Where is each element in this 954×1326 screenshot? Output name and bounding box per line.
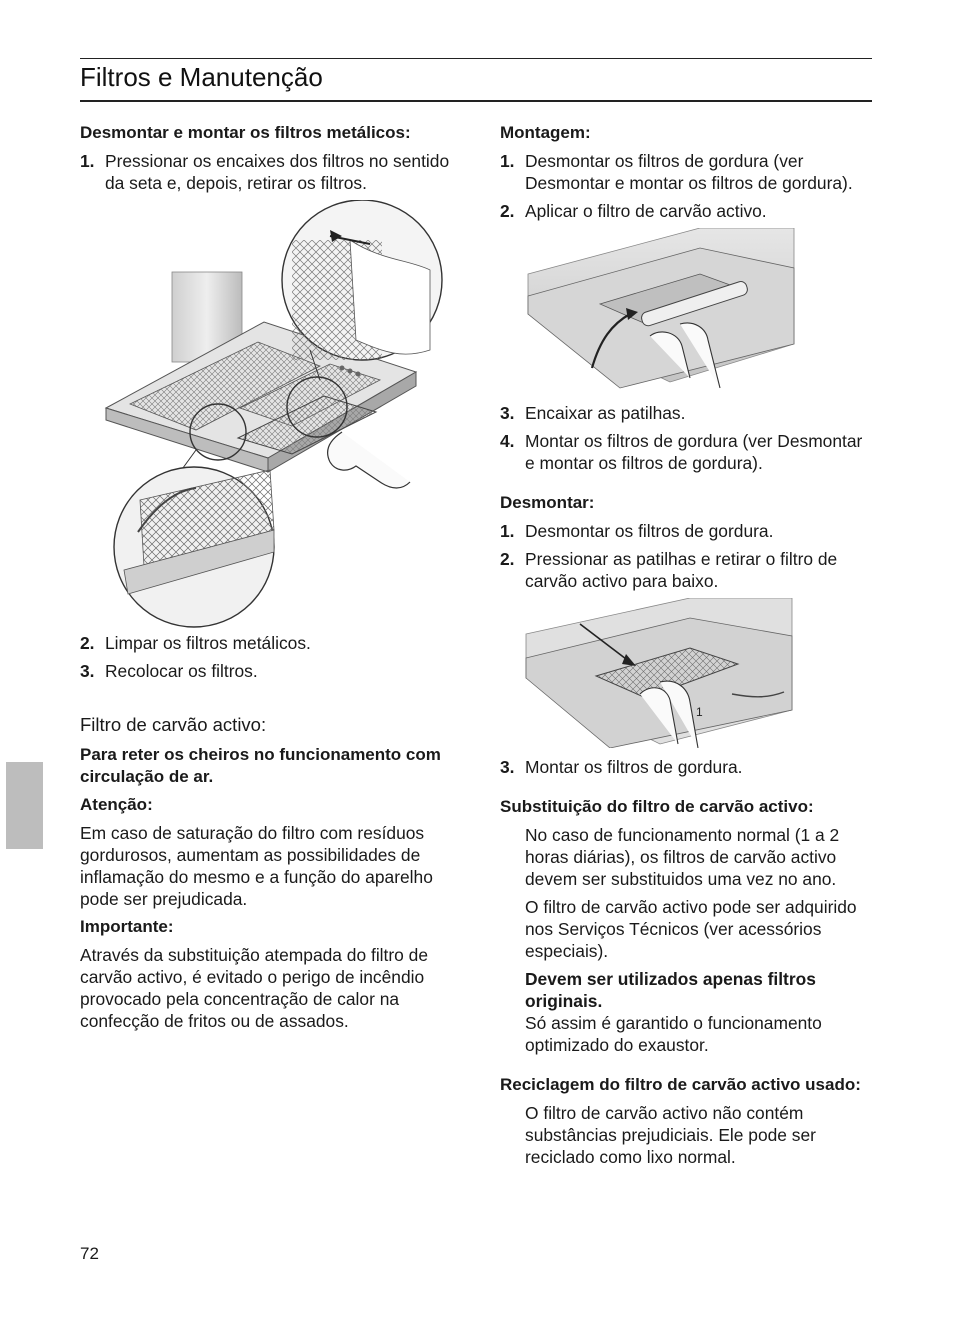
carbon-filter-mount-illustration [500, 228, 800, 394]
step-number: 3. [500, 757, 515, 777]
metal-steps-2 [80, 632, 452, 682]
montagem-steps-a [500, 150, 872, 222]
desmontar-steps-b [500, 756, 872, 778]
list-item [500, 430, 872, 474]
step-text: Montar os filtros de gordura (ver Desmontar e montar os filtros de gordura). [525, 431, 863, 473]
metal-steps-1 [80, 150, 452, 194]
montagem-heading: Montagem: [500, 123, 591, 142]
metal-filter-illustration [80, 200, 452, 632]
step-text: Pressionar os encaixes dos filtros no sentido da seta e, depois, retirar os filtros. [105, 151, 450, 193]
substitution-bold-note: Devem ser utilizados apenas filtros originais. [525, 969, 816, 1011]
step-number: 2. [80, 633, 95, 653]
figure-callout-1: 1 [696, 705, 703, 719]
list-item [500, 200, 872, 222]
list-item [500, 548, 872, 592]
desmontar-steps-a [500, 520, 872, 592]
step-number: 2. [500, 549, 515, 569]
list-item [500, 756, 872, 778]
recycling-text: O filtro de carvão activo não contém substâncias prejudiciais. Ele pode ser reciclado como lixo normal. [525, 1103, 816, 1167]
step-text: Aplicar o filtro de carvão activo. [525, 201, 767, 221]
step-text: Pressionar as patilhas e retirar o filtro de carvão activo para baixo. [525, 549, 838, 591]
page-number: 72 [80, 1244, 99, 1263]
list-item [80, 660, 452, 682]
carbon-filter-intro: Para reter os cheiros no funcionamento com circulação de ar. [80, 745, 441, 786]
step-text: Montar os filtros de gordura. [525, 757, 743, 777]
left-column [80, 122, 452, 1038]
attention-label: Atenção: [80, 795, 153, 814]
montagem-steps-b [500, 402, 872, 474]
carbon-filter-heading: Filtro de carvão activo: [80, 714, 267, 735]
desmontar-heading: Desmontar: [500, 493, 595, 512]
page-title: Filtros e Manutenção [80, 62, 323, 92]
step-number: 3. [500, 403, 515, 423]
step-number: 1. [500, 151, 515, 171]
title-underline [80, 100, 872, 102]
attention-text: Em caso de saturação do filtro com resíduos gordurosos, aumentam as possibilidades de inflamação do mesmo e a função do aparelho pode ser prejudicada. [80, 823, 433, 909]
important-label: Importante: [80, 917, 174, 936]
metal-filter-heading: Desmontar e montar os filtros metálicos: [80, 123, 411, 142]
substitution-text-3: Só assim é garantido o funcionamento optimizado do exaustor. [525, 1013, 822, 1055]
step-text: Limpar os filtros metálicos. [105, 633, 311, 653]
substitution-text-1: No caso de funcionamento normal (1 a 2 horas diárias), os filtros de carvão activo devem ser substituidos uma vez no ano. [525, 825, 840, 889]
step-text: Desmontar os filtros de gordura (ver Desmontar e montar os filtros de gordura). [525, 151, 853, 193]
substitution-heading: Substituição do filtro de carvão activo: [500, 797, 814, 816]
list-item [500, 402, 872, 424]
step-number: 4. [500, 431, 515, 451]
step-text: Desmontar os filtros de gordura. [525, 521, 774, 541]
step-text: Recolocar os filtros. [105, 661, 258, 681]
step-number: 2. [500, 201, 515, 221]
list-item [500, 520, 872, 542]
list-item [80, 632, 452, 654]
right-column [500, 122, 872, 1174]
list-item [500, 150, 872, 194]
recycling-heading: Reciclagem do filtro de carvão activo usado: [500, 1075, 861, 1094]
list-item [80, 150, 452, 194]
step-number: 3. [80, 661, 95, 681]
step-number: 1. [80, 151, 95, 171]
substitution-text-2: O filtro de carvão activo pode ser adquirido nos Serviços Técnicos (ver acessórios especiais). [525, 897, 857, 961]
step-text: Encaixar as patilhas. [525, 403, 686, 423]
step-number: 1. [500, 521, 515, 541]
top-rule [80, 58, 872, 59]
important-text: Através da substituição atempada do filtro de carvão activo, é evitado o perigo de incêndio provocado pela concentração de calor na confecção de fritos ou de assados. [80, 945, 429, 1031]
section-tab [6, 762, 43, 849]
carbon-filter-remove-illustration [500, 598, 800, 748]
